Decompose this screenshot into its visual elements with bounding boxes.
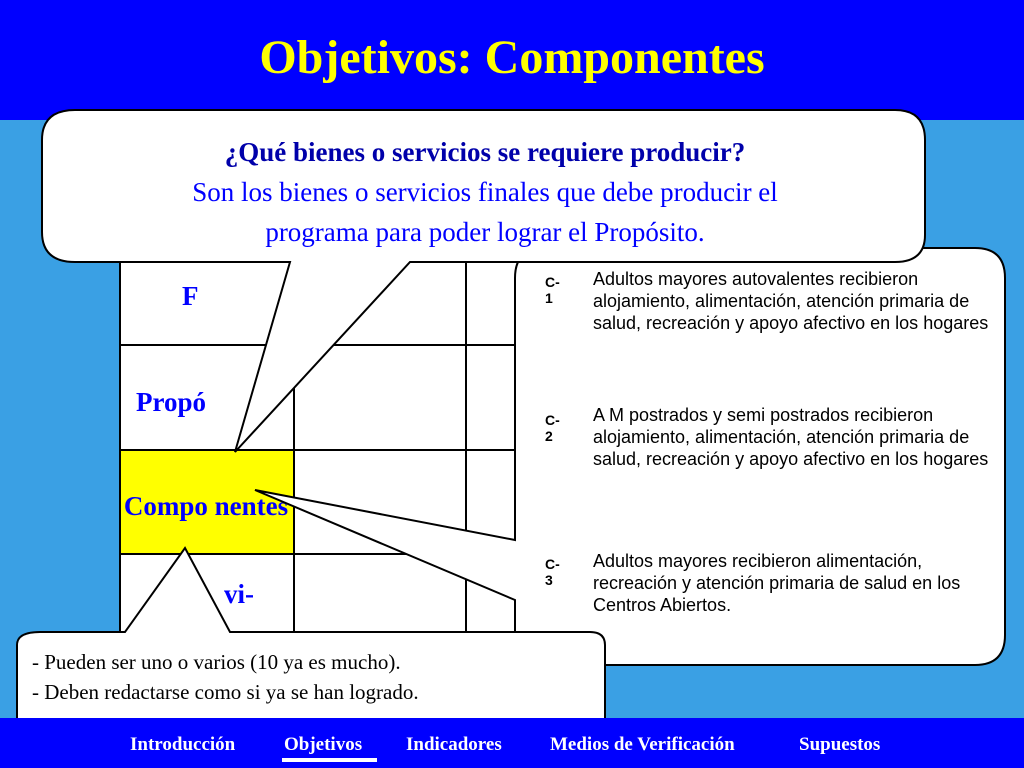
question-callout-text <box>60 132 910 252</box>
nav-supuestos[interactable]: Supuestos <box>799 734 881 755</box>
matrix-row-actividades: vi- <box>224 579 254 609</box>
nav-medios-de-verificacion[interactable]: Medios de Verificación <box>550 734 735 755</box>
component-text: Adultos mayores autovalentes recibieron alojamiento, alimentación, atención primaria de salud, recreación y apoyo afectivo en los hogares <box>593 269 989 333</box>
nav-objetivos[interactable]: Objetivos <box>284 734 363 755</box>
component-code: C-2 <box>545 412 560 444</box>
active-nav-underline <box>282 758 377 762</box>
callout-description-line2: programa para poder lograr el Propósito. <box>265 217 705 247</box>
page-title: Objetivos: Componentes <box>259 31 765 84</box>
component-text: Adultos mayores recibieron alimentación, recreación y atención primaria de salud en los Centros Abiertos. <box>593 551 961 615</box>
note-line-2: - Deben redactarse como si ya se han logrado. <box>32 680 419 704</box>
nav-introduccion[interactable]: Introducción <box>130 734 236 755</box>
component-code: C-3 <box>545 556 560 588</box>
callout-question: ¿Qué bienes o servicios se requiere producir? <box>224 137 746 167</box>
note-line-1: - Pueden ser uno o varios (10 ya es mucho). <box>32 650 401 674</box>
component-code: C-1 <box>545 274 560 306</box>
matrix-row-componentes: Compo nentes <box>123 491 289 521</box>
component-text: A M postrados y semi postrados recibieron alojamiento, alimentación, atención primaria de salud, recreación y apoyo afectivo en los hogares <box>593 405 989 469</box>
notes-callout-text <box>32 647 602 707</box>
matrix-row-proposito: Propó <box>136 387 207 417</box>
matrix-row-fin: F <box>182 281 199 311</box>
nav-indicadores[interactable]: Indicadores <box>406 734 502 755</box>
callout-description-line1: Son los bienes o servicios finales que debe producir el <box>192 177 778 207</box>
